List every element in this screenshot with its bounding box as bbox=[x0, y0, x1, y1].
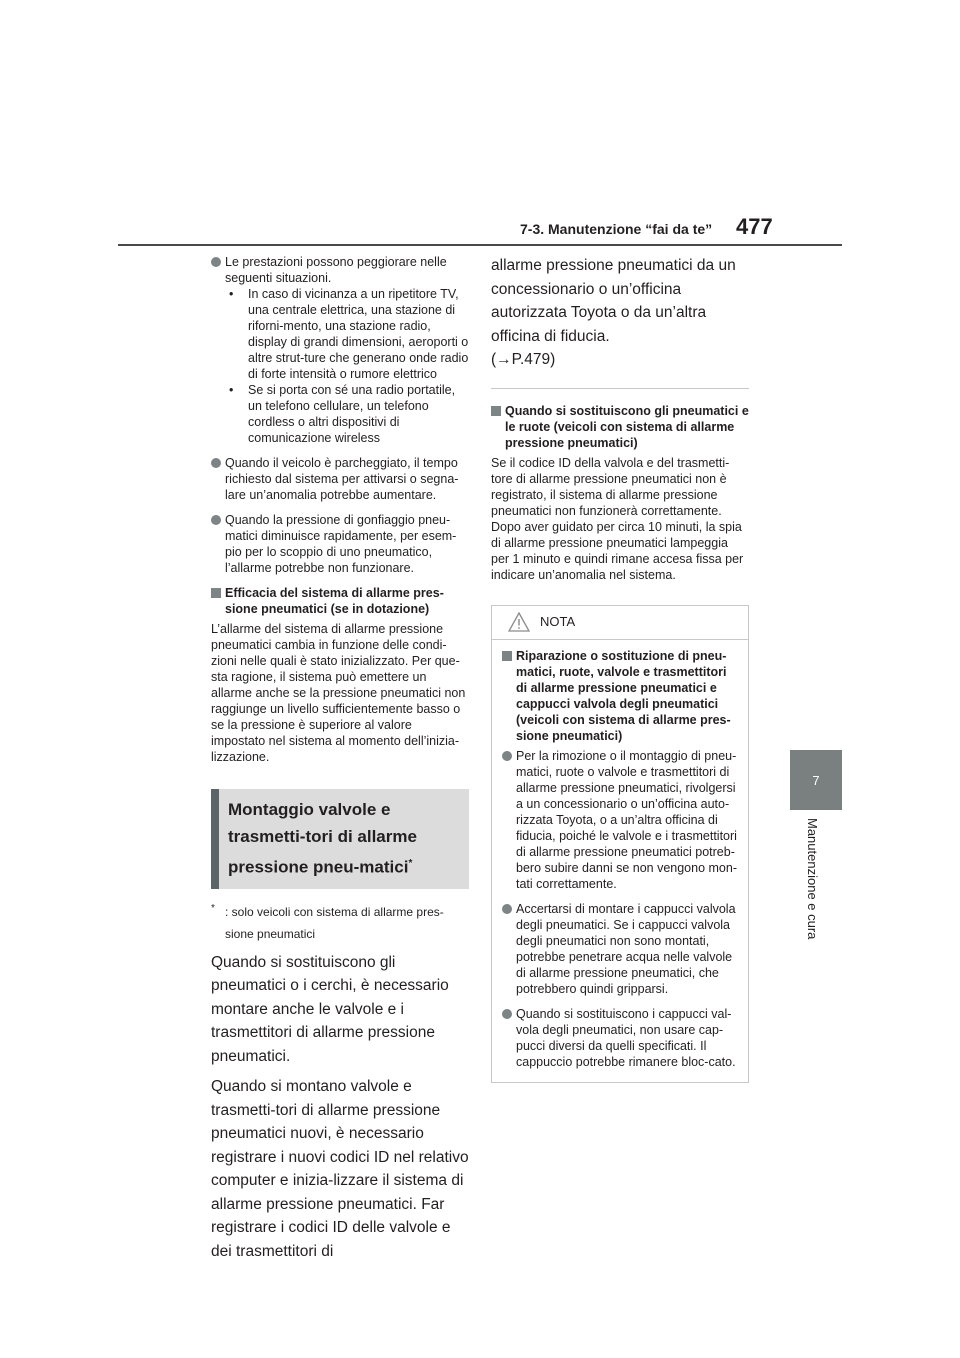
body-text bbox=[211, 951, 469, 1264]
sub-item-text: In caso di vicinanza a un ripetitore TV, una centrale elettrica, una stazione di riforni-mento, una stazione radio, display di grandi dimensioni, aeroporti o altre strut-ture che generano onde radio di forte intensità o rumore elettrico bbox=[248, 287, 469, 381]
bullet-item bbox=[211, 512, 469, 576]
section-box-title bbox=[211, 789, 469, 889]
sub-item-text: Se si porta con sé una radio portatile, un telefono cellulare, un telefono cordless o altri dispositivi di comunicazione wireless bbox=[248, 383, 456, 445]
bullet-dot-icon bbox=[211, 515, 221, 525]
nota-item-text: Per la rimozione o il montaggio di pneu-matici, ruote o valvole e trasmettitori di allarme pressione pneumatici, rivolgersi a un concessionario o un’officina auto-rizzata Toyota, o a un’altra officina di fiducia, poiché le valvole e i trasmettitori di allarme pressione pneumatici potreb-bero subire danni se non vengono mon-tati correttamente. bbox=[516, 748, 737, 891]
subsection-heading-text: Quando si sostituiscono gli pneumatici e le ruote (veicoli con sistema di allarme pressione pneumatici) bbox=[505, 403, 749, 450]
section-title: 7-3. Manutenzione “fai da te” bbox=[520, 221, 713, 237]
nota-item-text: Accertarsi di montare i cappucci valvola degli pneumatici. Se i cappucci valvola degli pneumatici non sono montati, potrebbe penetrare acqua nelle valvole di allarme pressione pneumatici, che potrebbero quindi gripparsi. bbox=[516, 901, 736, 996]
paragraph: L’allarme del sistema di allarme pressione pneumatici cambia in funzione delle condi-zioni nelle quali è stato inizializzato. Per que-sta ragione, il sistema può emettere un allarme anche se la pressione pneumatici non raggiunge un livello sufficientemente basso o se la pressione è superiore al valore impostato nel sistema al momento dell’inizia-lizzazione. bbox=[211, 622, 466, 764]
asterisk-mark: * bbox=[408, 858, 413, 869]
bullet-item bbox=[211, 254, 469, 446]
body-paragraph: Quando si sostituiscono gli pneumatici o i cerchi, è necessario montare anche le valvole e i trasmettitori di allarme pressione pneumatici. bbox=[211, 953, 449, 1065]
bullet-dot-icon bbox=[211, 458, 221, 468]
nota-heading bbox=[502, 648, 738, 744]
subsection-heading-text: Efficacia del sistema di allarme pres-sione pneumatici (se in dotazione) bbox=[225, 586, 444, 616]
sub-bullet-icon: • bbox=[229, 287, 234, 301]
header-rule bbox=[118, 244, 842, 246]
footnote bbox=[211, 901, 469, 945]
body-paragraph: Quando si montano valvole e trasmetti-tori di allarme pressione pneumatici nuovi, è necessario registrare i nuovi codici ID nel relativo computer e inizia-lizzare il sistema di allarme pressione pneumatici. Far registrare i codici ID delle valvole e dei trasmettitori di bbox=[211, 1078, 469, 1260]
subsection-heading bbox=[211, 585, 469, 617]
nota-label: NOTA bbox=[540, 613, 576, 629]
subsection-heading bbox=[491, 403, 749, 451]
page-number: 477 bbox=[736, 214, 773, 239]
bullet-dot-icon bbox=[502, 1009, 512, 1019]
nota-item bbox=[502, 901, 738, 997]
bullet-dot-icon bbox=[211, 257, 221, 267]
square-bullet-icon bbox=[491, 406, 501, 416]
sub-item bbox=[225, 286, 469, 382]
body-text bbox=[491, 254, 749, 372]
bullet-dot-icon bbox=[502, 904, 512, 914]
page-reference-link[interactable]: (→P.479) bbox=[491, 351, 556, 368]
sub-bullet-icon: • bbox=[229, 383, 234, 397]
nota-item bbox=[502, 748, 738, 892]
divider bbox=[491, 388, 749, 389]
bullet-item bbox=[211, 455, 469, 503]
footnote-mark: * bbox=[211, 902, 215, 914]
nota-heading-text: Riparazione o sostituzione di pneu-matici, ruote, valvole e trasmettitori di allarme pressione pneumatici e cappucci valvola degli pneumatici (veicoli con sistema di allarme pres-sione pneumatici) bbox=[516, 648, 731, 743]
section-box-title-text: Montaggio valvole e trasmetti-tori di allarme pressione pneu-matici bbox=[228, 800, 417, 877]
bullet-text: Le prestazioni possono peggiorare nelle seguenti situazioni. bbox=[225, 255, 447, 285]
bullet-text: Quando il veicolo è parcheggiato, il tempo richiesto dal sistema per attivarsi o segna-lare un’anomalia potrebbe aumentare. bbox=[225, 456, 459, 502]
chapter-tab[interactable] bbox=[790, 750, 842, 810]
bullet-dot-icon bbox=[502, 751, 512, 761]
body-paragraph: allarme pressione pneumatici da un concessionario o un’officina autorizzata Toyota o da un’altra officina di fiducia. bbox=[491, 257, 736, 345]
chapter-label: Manutenzione e cura bbox=[805, 818, 820, 940]
sub-item bbox=[225, 382, 469, 446]
nota-item bbox=[502, 1006, 738, 1070]
square-bullet-icon bbox=[211, 588, 221, 598]
nota-item-text: Quando si sostituiscono i cappucci val-vola degli pneumatici, non usare cap-pucci diversi da quelli specificati. Il cappuccio potrebbe rimanere bloc-cato. bbox=[516, 1006, 736, 1069]
nota-header bbox=[492, 606, 748, 640]
paragraph: Se il codice ID della valvola e del trasmetti-tore di allarme pressione pneumatici non è registrato, il sistema di allarme pressione pneumatici non funzionerà correttamente. Dopo aver guidato per circa 10 minuti, la spia di allarme pressione pneumatici lampeggia per 1 minuto e quindi rimane accesa fissa per indicare un’anomalia nel sistema. bbox=[491, 455, 744, 582]
left-column bbox=[211, 254, 469, 1270]
right-column bbox=[491, 254, 749, 1083]
nota-box bbox=[491, 605, 749, 1083]
bullet-text: Quando la pressione di gonfiaggio pneu-matici diminuisce rapidamente, per esem-pio per lo scoppio di uno pneumatico, l’allarme potrebbe non funzionare. bbox=[225, 513, 457, 575]
chapter-number: 7 bbox=[812, 772, 820, 788]
square-bullet-icon bbox=[502, 651, 512, 661]
warning-triangle-icon bbox=[508, 612, 530, 632]
footnote-text: : solo veicoli con sistema di allarme pres-sione pneumatici bbox=[225, 904, 444, 941]
